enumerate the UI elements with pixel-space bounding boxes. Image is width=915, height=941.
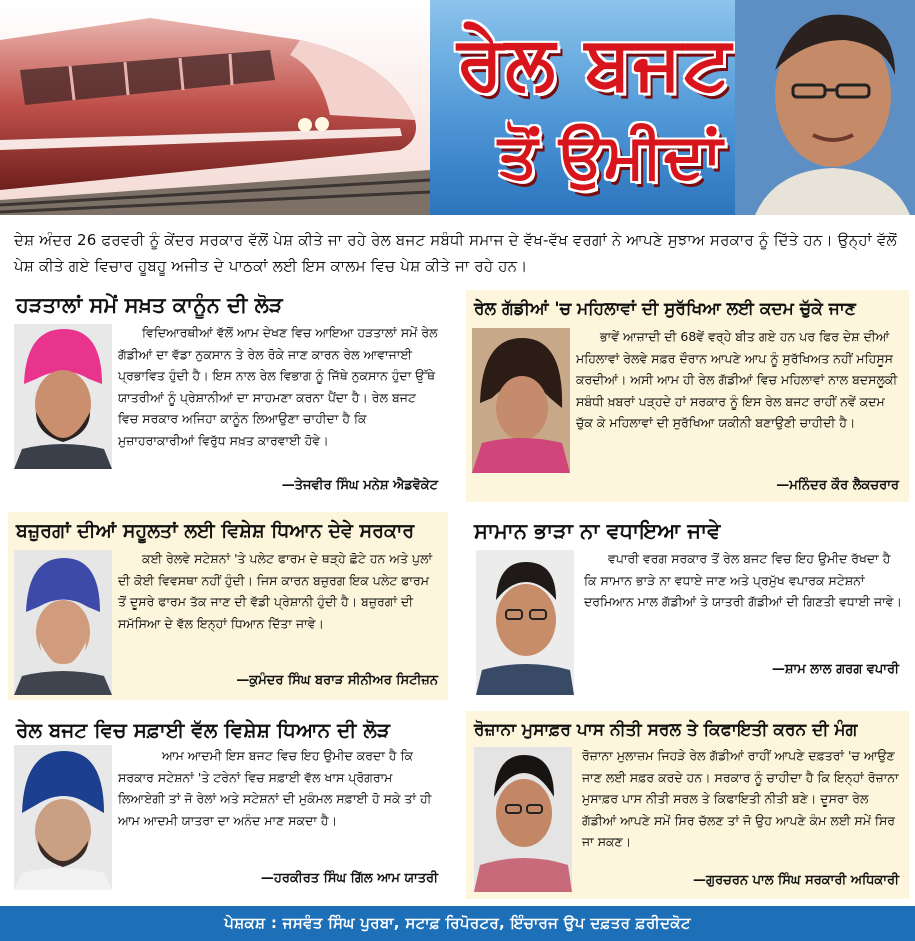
minister-portrait-photo: [735, 0, 915, 215]
article-card: [466, 290, 909, 502]
article-heading: ਰੇਲ ਗੱਡੀਆਂ 'ਚ ਮਹਿਲਾਵਾਂ ਦੀ ਸੁਰੱਖਿਆ ਲਈ ਕਦਮ ਚੁੱਕੇ ਜਾਣ: [474, 299, 856, 319]
person-photo: [476, 550, 574, 695]
person-photo: [14, 550, 112, 695]
person-photo: [472, 328, 570, 473]
article-body: ਕਈ ਰੇਲਵੇ ਸਟੇਸ਼ਨਾਂ 'ਤੇ ਪਲੇਟ ਫਾਰਮ ਦੇ ਥੜ੍ਹੇ ਛੋਟੇ ਹਨ ਅਤੇ ਪੁਲਾਂ ਦੀ ਕੋਈ ਵਿਵਸਥਾ ਨਹੀਂ ਹੁੰਦੀ। ਜਿਸ ਕਾਰਨ ਬਜ਼ੁਰਗ ਇਕ ਪਲੇਟ ਫਾਰਮ ਤੋਂ ਦੂਸਰੇ ਫਾਰਮ ਤੱਕ ਜਾਣ ਦੀ ਵੱਡੀ ਪ੍ਰੇਸ਼ਾਨੀ ਹੁੰਦੀ ਹੈ। ਬਜ਼ੁਰਗਾਂ ਦੀ ਸਮੱਸਿਆ ਦੇ ਵੱਲ ਇਨ੍ਹਾਂ ਧਿਆਨ ਦਿੱਤਾ ਜਾਵੇ।: [118, 551, 433, 631]
article-card: [8, 711, 448, 899]
person-photo: [474, 747, 572, 892]
article-byline: —ਸ਼ਾਮ ਲਾਲ ਗਰਗ ਵਪਾਰੀ: [771, 662, 899, 677]
banner-title-line2: ਤੋਂ ਉਮੀਦਾਂ: [497, 119, 723, 192]
article-byline: —ਕੁਮੰਦਰ ਸਿੰਘ ਬਰਾੜ ਸੀਨੀਅਰ ਸਿਟੀਜ਼ਨ: [236, 673, 438, 688]
article-byline: —ਮਨਿੰਦਰ ਕੌਰ ਲੈਕਚਰਾਰ: [776, 478, 899, 493]
article-heading: ਰੋਜ਼ਾਨਾ ਮੁਸਾਫ਼ਰ ਪਾਸ ਨੀਤੀ ਸਰਲ ਤੇ ਕਿਫਾਇਤੀ ਕਰਨ ਦੀ ਮੰਗ: [474, 720, 858, 740]
footer-credit: ਪੇਸ਼ਕਸ਼ : ਜਸਵੰਤ ਸਿੰਘ ਪੁਰਬਾ, ਸਟਾਫ਼ ਰਿਪੋਰਟਰ, ਇੰਚਾਰਜ ਉਪ ਦਫ਼ਤਰ ਫ਼ਰੀਦਕੋਟ: [0, 906, 915, 941]
article-body: ਆਮ ਆਦਮੀ ਇਸ ਬਜਟ ਵਿਚ ਇਹ ਉਮੀਦ ਕਰਦਾ ਹੈ ਕਿ ਸਰਕਾਰ ਸਟੇਸ਼ਨਾਂ 'ਤੇ ਟਰੇਨਾਂ ਵਿਚ ਸਫ਼ਾਈ ਵੱਲ ਖਾਸ ਪ੍ਰੋਗਰਾਮ ਲਿਆਏਗੀ ਤਾਂ ਜੋ ਰੇਲਾਂ ਅਤੇ ਸਟੇਸ਼ਨਾਂ ਦੀ ਮੁਕੰਮਲ ਸਫ਼ਾਈ ਹੋ ਸਕੇ ਤਾਂ ਹੀ ਆਮ ਆਦਮੀ ਯਾਤਰਾ ਦਾ ਅਨੰਦ ਮਾਣ ਸਕਦਾ ਹੈ।: [118, 748, 432, 828]
article-heading: ਰੇਲ ਬਜਟ ਵਿਚ ਸਫ਼ਾਈ ਵੱਲ ਵਿਸ਼ੇਸ਼ ਧਿਆਨ ਦੀ ਲੋੜ: [16, 718, 390, 742]
article-body: ਰੋਜ਼ਾਨਾ ਮੁਲਾਜ਼ਮ ਜਿਹੜੇ ਰੇਲ ਗੱਡੀਆਂ ਰਾਹੀਂ ਆਪਣੇ ਦਫ਼ਤਰਾਂ 'ਚ ਆਉਣ ਜਾਣ ਲਈ ਸਫ਼ਰ ਕਰਦੇ ਹਨ। ਸਰਕਾਰ ਨੂੰ ਚਾਹੀਦਾ ਹੈ ਕਿ ਇਨ੍ਹਾਂ ਰੋਜ਼ਾਨਾ ਮੁਸਾਫ਼ਰ ਪਾਸ ਨੀਤੀ ਸਰਲ ਤੇ ਕਿਫਾਇਤੀ ਨੀਤੀ ਬਣੇ। ਦੂਸਰਾ ਰੇਲ ਗੱਡੀਆਂ ਆਪਣੇ ਸਮੇਂ ਸਿਰ ਚੱਲਣ ਤਾਂ ਜੋ ਉਹ ਆਪਣੇ ਕੰਮ ਲਈ ਸਮੇਂ ਸਿਰ ਜਾ ਸਕਣ।: [582, 748, 899, 849]
article-card: [8, 512, 448, 700]
article-card: [8, 286, 448, 501]
article-byline: —ਤੇਜਵੀਰ ਸਿੰਘ ਮਨੇਸ਼ ਐਡਵੋਕੇਟ: [281, 478, 438, 493]
article-byline: —ਗੁਰਚਰਨ ਪਾਲ ਸਿੰਘ ਸਰਕਾਰੀ ਅਧਿਕਾਰੀ: [693, 873, 899, 888]
article-body: ਵਿਦਿਆਰਥੀਆਂ ਵੱਲੋਂ ਆਮ ਦੇਖਣ ਵਿਚ ਆਇਆ ਹੜਤਾਲਾਂ ਸਮੇਂ ਰੇਲ ਗੱਡੀਆਂ ਦਾ ਵੱਡਾ ਨੁਕਸਾਨ ਤੇ ਰੇਲ ਰੋਕੇ ਜਾਣ ਕਾਰਨ ਰੇਲ ਆਵਾਜਾਈ ਪ੍ਰਭਾਵਿਤ ਹੁੰਦੀ ਹੈ। ਇਸ ਨਾਲ ਰੇਲ ਵਿਭਾਗ ਨੂੰ ਜਿੱਥੇ ਨੁਕਸਾਨ ਹੁੰਦਾ ਉੱਥੇ ਯਾਤਰੀਆਂ ਨੂੰ ਪ੍ਰੇਸ਼ਾਨੀਆਂ ਦਾ ਸਾਹਮਣਾ ਕਰਨਾ ਪੈਂਦਾ ਹੈ। ਰੇਲ ਬਜਟ ਵਿਚ ਸਰਕਾਰ ਅਜਿਹਾ ਕਾਨੂੰਨ ਲਿਆਉਣਾ ਚਾਹੀਦਾ ਹੈ ਕਿ ਮੁਜ਼ਾਹਰਾਕਾਰੀਆਂ ਵਿਰੁੱਧ ਸਖ਼ਤ ਕਾਰਵਾਈ ਹੋਵੇ।: [118, 325, 438, 448]
banner-title-line1: ਰੇਲ ਬਜਟ: [457, 20, 733, 106]
article-card: [466, 711, 909, 899]
article-heading: ਬਜ਼ੁਰਗਾਂ ਦੀਆਂ ਸਹੂਲਤਾਂ ਲਈ ਵਿਸ਼ੇਸ਼ ਧਿਆਨ ਦੇਵੇ ਸਰਕਾਰ: [16, 520, 415, 542]
article-body: ਵਪਾਰੀ ਵਰਗ ਸਰਕਾਰ ਤੋਂ ਰੇਲ ਬਜਟ ਵਿਚ ਇਹ ਉਮੀਦ ਰੱਖਦਾ ਹੈ ਕਿ ਸਾਮਾਨ ਭਾੜੇ ਨਾ ਵਧਾਏ ਜਾਣ ਅਤੇ ਪ੍ਰਮੁੱਖ ਵਪਾਰਕ ਸਟੇਸ਼ਨਾਂ ਦਰਮਿਆਨ ਮਾਲ ਗੱਡੀਆਂ ਤੇ ਯਾਤਰੀ ਗੱਡੀਆਂ ਦੀ ਗਿਣਤੀ ਵਧਾਈ ਜਾਵੇ।: [584, 551, 902, 609]
masthead-banner: [0, 0, 915, 215]
article-card: [466, 512, 909, 700]
article-heading: ਹੜਤਾਲਾਂ ਸਮੇਂ ਸਖ਼ਤ ਕਾਨੂੰਨ ਦੀ ਲੋੜ: [16, 293, 283, 317]
person-photo: [14, 745, 112, 890]
train-illustration: [0, 0, 430, 215]
article-heading: ਸਾਮਾਨ ਭਾੜਾ ਨਾ ਵਧਾਇਆ ਜਾਵੇ: [474, 519, 721, 543]
intro-paragraph: ਦੇਸ਼ ਅੰਦਰ 26 ਫਰਵਰੀ ਨੂੰ ਕੇਂਦਰ ਸਰਕਾਰ ਵੱਲੋਂ ਪੇਸ਼ ਕੀਤੇ ਜਾ ਰਹੇ ਰੇਲ ਬਜਟ ਸਬੰਧੀ ਸਮਾਜ ਦੇ ਵੱਖ-ਵੱਖ ਵਰਗਾਂ ਨੇ ਆਪਣੇ ਸੁਝਾਅ ਸਰਕਾਰ ਨੂੰ ਦਿੱਤੇ ਹਨ। ਉਨ੍ਹਾਂ ਵੱਲੋਂ ਪੇਸ਼ ਕੀਤੇ ਗਏ ਵਿਚਾਰ ਹੂਬਹੂ ਅਜੀਤ ਦੇ ਪਾਠਕਾਂ ਲਈ ਇਸ ਕਾਲਮ ਵਿਚ ਪੇਸ਼ ਕੀਤੇ ਜਾ ਰਹੇ ਹਨ।: [14, 231, 897, 275]
article-byline: —ਹਰਕੀਰਤ ਸਿੰਘ ਗਿੱਲ ਆਮ ਯਾਤਰੀ: [260, 871, 438, 886]
article-body: ਭਾਵੇਂ ਆਜ਼ਾਦੀ ਦੀ 68ਵੇਂ ਵਰ੍ਹੇ ਬੀਤ ਗਏ ਹਨ ਪਰ ਫਿਰ ਦੇਸ਼ ਦੀਆਂ ਮਹਿਲਾਵਾਂ ਰੇਲਵੇ ਸਫ਼ਰ ਦੌਰਾਨ ਆਪਣੇ ਆਪ ਨੂੰ ਸੁਰੱਖਿਅਤ ਨਹੀਂ ਮਹਿਸੂਸ ਕਰਦੀਆਂ। ਅਸੀ ਆਮ ਹੀ ਰੇਲ ਗੱਡੀਆਂ ਵਿਚ ਮਹਿਲਾਵਾਂ ਨਾਲ ਬਦਸਲੂਕੀ ਸਬੰਧੀ ਖ਼ਬਰਾਂ ਪੜ੍ਹਦੇ ਹਾਂ ਸਰਕਾਰ ਨੂੰ ਇਸ ਰੇਲ ਬਜਟ ਰਾਹੀਂ ਨਵੇਂ ਕਦਮ ਚੁੱਕ ਕੇ ਮਹਿਲਾਵਾਂ ਦੀ ਸੁਰੱਖਿਆ ਯਕੀਨੀ ਬਣਾਉਣੀ ਚਾਹੀਦੀ ਹੈ।: [576, 329, 898, 430]
person-photo: [14, 324, 112, 469]
